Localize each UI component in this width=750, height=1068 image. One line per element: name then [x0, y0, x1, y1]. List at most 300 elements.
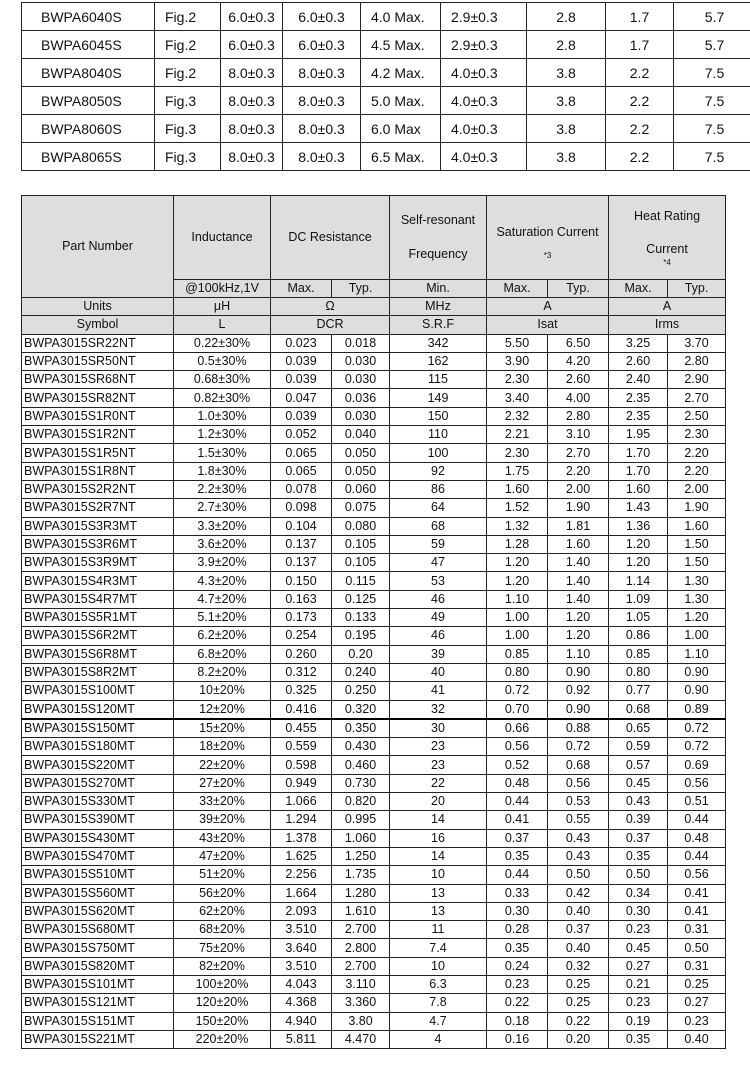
cell-irms-max: 0.45: [609, 774, 668, 792]
cell-srf-min: 68: [390, 517, 487, 535]
cell-srf-min: 11: [390, 921, 487, 939]
cell-dcr-max: 0.039: [271, 352, 332, 370]
cell-irms-max: 0.30: [609, 902, 668, 920]
cell-isat-max: 0.18: [487, 1012, 548, 1030]
cell-part-number: BWPA6045S: [22, 31, 155, 59]
cell-inductance: 1.0±30%: [174, 407, 271, 425]
cell-srf-min: 162: [390, 352, 487, 370]
cell-part-number: BWPA8060S: [22, 115, 155, 143]
cell-inductance: 68±20%: [174, 921, 271, 939]
cell-height: 5.0 Max.: [361, 87, 441, 115]
cell-dcr-typ: 0.250: [332, 682, 390, 700]
cell-irms-typ: 0.51: [668, 793, 726, 811]
cell-srf-min: 6.3: [390, 975, 487, 993]
cell-irms-max: 2.40: [609, 371, 668, 389]
cell-irms-max: 0.80: [609, 663, 668, 681]
cell-irms-typ: 1.30: [668, 572, 726, 590]
cell-isat-typ: 0.50: [548, 866, 609, 884]
cell-dim-d: 5.7: [674, 31, 750, 59]
cell-inductance: 6.8±20%: [174, 645, 271, 663]
cell-isat-max: 3.40: [487, 389, 548, 407]
cell-part-number: BWPA3015S100MT: [22, 682, 174, 700]
cell-irms-max: 1.09: [609, 590, 668, 608]
cell-isat-typ: 1.40: [548, 554, 609, 572]
cell-dim-a: 2.9±0.3: [441, 31, 527, 59]
table-row: [22, 352, 726, 370]
cell-inductance: 3.3±20%: [174, 517, 271, 535]
cell-irms-typ: 1.30: [668, 590, 726, 608]
cell-irms-typ: 0.44: [668, 811, 726, 829]
cell-dim-c: 2.2: [606, 143, 674, 171]
cell-dim-a: 4.0±0.3: [441, 87, 527, 115]
cell-dcr-typ: 0.125: [332, 590, 390, 608]
cell-irms-typ: 2.20: [668, 444, 726, 462]
cell-dcr-max: 0.312: [271, 663, 332, 681]
cell-isat-typ: 1.90: [548, 499, 609, 517]
cell-irms-max: 0.68: [609, 700, 668, 719]
table-row: [22, 115, 750, 143]
units-label: Units: [22, 298, 174, 316]
cell-dcr-max: 0.598: [271, 756, 332, 774]
cell-inductance: 2.7±30%: [174, 499, 271, 517]
cell-srf-min: 20: [390, 793, 487, 811]
cell-irms-typ: 1.50: [668, 535, 726, 553]
cell-isat-max: 1.60: [487, 480, 548, 498]
cell-dcr-typ: 0.20: [332, 645, 390, 663]
cell-srf-min: 10: [390, 866, 487, 884]
cell-isat-max: 0.30: [487, 902, 548, 920]
header-heat-note: *4: [663, 257, 671, 267]
cell-srf-min: 47: [390, 554, 487, 572]
table-row: [22, 866, 726, 884]
cell-dcr-max: 1.066: [271, 793, 332, 811]
cell-isat-typ: 0.42: [548, 884, 609, 902]
cell-dcr-max: 1.625: [271, 847, 332, 865]
table-row: [22, 572, 726, 590]
cell-irms-typ: 2.50: [668, 407, 726, 425]
cell-isat-max: 0.16: [487, 1030, 548, 1048]
cell-irms-typ: 0.27: [668, 994, 726, 1012]
table-row: [22, 663, 726, 681]
cell-part-number: BWPA3015S101MT: [22, 975, 174, 993]
cell-dcr-max: 0.052: [271, 426, 332, 444]
cell-srf-min: 16: [390, 829, 487, 847]
cell-dcr-max: 4.940: [271, 1012, 332, 1030]
cell-irms-typ: 0.31: [668, 957, 726, 975]
cell-figure: Fig.3: [155, 115, 221, 143]
table-row: [22, 994, 726, 1012]
table-row: [22, 793, 726, 811]
cell-isat-max: 0.28: [487, 921, 548, 939]
inductor-spec-table: [21, 195, 726, 1049]
cell-srf-min: 40: [390, 663, 487, 681]
cell-width: 6.0±0.3: [283, 31, 361, 59]
cell-part-number: BWPA3015S150MT: [22, 719, 174, 738]
cell-inductance: 47±20%: [174, 847, 271, 865]
cell-isat-typ: 6.50: [548, 334, 609, 352]
symbol-dcr: DCR: [271, 316, 390, 334]
cell-dcr-max: 3.640: [271, 939, 332, 957]
cell-irms-typ: 0.56: [668, 866, 726, 884]
cell-inductance: 3.9±20%: [174, 554, 271, 572]
cell-width: 8.0±0.3: [283, 59, 361, 87]
dimension-table: [21, 2, 750, 171]
cell-inductance: 0.68±30%: [174, 371, 271, 389]
cell-irms-typ: 0.31: [668, 921, 726, 939]
cell-srf-min: 4.7: [390, 1012, 487, 1030]
cell-part-number: BWPA3015S121MT: [22, 994, 174, 1012]
cell-isat-max: 0.52: [487, 756, 548, 774]
cell-irms-typ: 0.50: [668, 939, 726, 957]
table-row: [22, 480, 726, 498]
cell-isat-max: 2.32: [487, 407, 548, 425]
cell-irms-typ: 0.90: [668, 682, 726, 700]
cell-dcr-max: 4.368: [271, 994, 332, 1012]
table-row: [22, 499, 726, 517]
cell-isat-typ: 4.20: [548, 352, 609, 370]
cell-irms-max: 0.34: [609, 884, 668, 902]
cell-dcr-max: 0.039: [271, 407, 332, 425]
cell-irms-max: 0.57: [609, 756, 668, 774]
table-row: [22, 902, 726, 920]
cell-dcr-max: 3.510: [271, 921, 332, 939]
cell-srf-min: 59: [390, 535, 487, 553]
cell-dim-a: 4.0±0.3: [441, 59, 527, 87]
cell-dcr-max: 0.254: [271, 627, 332, 645]
units-dcr: Ω: [271, 298, 390, 316]
cell-part-number: BWPA8040S: [22, 59, 155, 87]
cell-isat-typ: 2.20: [548, 462, 609, 480]
cell-length: 8.0±0.3: [221, 143, 283, 171]
header-heat-line1: Heat Rating: [634, 208, 701, 223]
table-row: [22, 921, 726, 939]
table-row: [22, 609, 726, 627]
cell-irms-typ: 2.00: [668, 480, 726, 498]
cell-irms-typ: 2.30: [668, 426, 726, 444]
table-row: [22, 517, 726, 535]
cell-srf-min: 39: [390, 645, 487, 663]
table-row: [22, 554, 726, 572]
symbol-irms: Irms: [609, 316, 726, 334]
cell-isat-max: 2.30: [487, 371, 548, 389]
cell-isat-typ: 0.90: [548, 663, 609, 681]
cell-figure: Fig.2: [155, 59, 221, 87]
cell-isat-typ: 1.81: [548, 517, 609, 535]
symbol-srf: S.R.F: [390, 316, 487, 334]
cell-inductance: 120±20%: [174, 994, 271, 1012]
cell-isat-max: 0.44: [487, 866, 548, 884]
cell-srf-min: 32: [390, 700, 487, 719]
cell-srf-min: 10: [390, 957, 487, 975]
cell-dcr-typ: 0.040: [332, 426, 390, 444]
cell-isat-max: 0.72: [487, 682, 548, 700]
cell-irms-max: 1.20: [609, 535, 668, 553]
cell-irms-typ: 3.70: [668, 334, 726, 352]
cell-irms-typ: 0.90: [668, 663, 726, 681]
cell-dim-d: 7.5: [674, 87, 750, 115]
cell-part-number: BWPA3015SR22NT: [22, 334, 174, 352]
cell-dcr-typ: 0.115: [332, 572, 390, 590]
cell-dcr-typ: 0.105: [332, 554, 390, 572]
header-heat-line2: Current: [646, 241, 688, 256]
subheader-irms-typ: Typ.: [668, 280, 726, 298]
cell-irms-typ: 0.41: [668, 902, 726, 920]
cell-dim-b: 3.8: [527, 115, 606, 143]
units-inductance: μH: [174, 298, 271, 316]
cell-part-number: BWPA3015SR68NT: [22, 371, 174, 389]
cell-dcr-typ: 0.050: [332, 462, 390, 480]
cell-part-number: BWPA3015SR82NT: [22, 389, 174, 407]
cell-dcr-max: 0.416: [271, 700, 332, 719]
cell-isat-typ: 0.72: [548, 738, 609, 756]
cell-inductance: 2.2±30%: [174, 480, 271, 498]
cell-part-number: BWPA3015S820MT: [22, 957, 174, 975]
cell-dcr-max: 0.104: [271, 517, 332, 535]
cell-dim-c: 2.2: [606, 59, 674, 87]
cell-isat-max: 0.66: [487, 719, 548, 738]
cell-dcr-max: 0.098: [271, 499, 332, 517]
cell-inductance: 220±20%: [174, 1030, 271, 1048]
cell-isat-typ: 4.00: [548, 389, 609, 407]
cell-irms-max: 0.35: [609, 1030, 668, 1048]
cell-dim-a: 2.9±0.3: [441, 3, 527, 31]
cell-dcr-typ: 3.360: [332, 994, 390, 1012]
table-row: [22, 756, 726, 774]
cell-dcr-max: 0.150: [271, 572, 332, 590]
cell-dim-d: 7.5: [674, 59, 750, 87]
cell-irms-max: 1.20: [609, 554, 668, 572]
cell-part-number: BWPA3015S4R3MT: [22, 572, 174, 590]
cell-inductance: 1.5±30%: [174, 444, 271, 462]
cell-srf-min: 4: [390, 1030, 487, 1048]
cell-dcr-typ: 1.280: [332, 884, 390, 902]
header-inductance: Inductance: [174, 196, 271, 280]
cell-inductance: 75±20%: [174, 939, 271, 957]
cell-dim-d: 7.5: [674, 143, 750, 171]
cell-dcr-typ: 0.030: [332, 371, 390, 389]
cell-irms-max: 1.05: [609, 609, 668, 627]
cell-inductance: 12±20%: [174, 700, 271, 719]
cell-length: 8.0±0.3: [221, 59, 283, 87]
cell-irms-max: 1.60: [609, 480, 668, 498]
cell-isat-typ: 2.00: [548, 480, 609, 498]
cell-part-number: BWPA3015S4R7MT: [22, 590, 174, 608]
cell-dcr-typ: 0.240: [332, 663, 390, 681]
cell-srf-min: 13: [390, 902, 487, 920]
cell-irms-max: 2.35: [609, 407, 668, 425]
cell-part-number: BWPA3015S510MT: [22, 866, 174, 884]
cell-srf-min: 49: [390, 609, 487, 627]
cell-isat-typ: 3.10: [548, 426, 609, 444]
cell-dim-c: 2.2: [606, 115, 674, 143]
cell-isat-typ: 0.40: [548, 902, 609, 920]
cell-srf-min: 41: [390, 682, 487, 700]
cell-dcr-max: 0.023: [271, 334, 332, 352]
cell-irms-max: 0.23: [609, 921, 668, 939]
cell-length: 8.0±0.3: [221, 115, 283, 143]
cell-isat-typ: 2.60: [548, 371, 609, 389]
cell-dim-b: 3.8: [527, 59, 606, 87]
cell-srf-min: 23: [390, 738, 487, 756]
cell-srf-min: 30: [390, 719, 487, 738]
cell-inductance: 51±20%: [174, 866, 271, 884]
cell-inductance: 0.22±30%: [174, 334, 271, 352]
cell-isat-max: 0.23: [487, 975, 548, 993]
cell-srf-min: 149: [390, 389, 487, 407]
cell-isat-max: 1.00: [487, 609, 548, 627]
cell-srf-min: 7.4: [390, 939, 487, 957]
table-row: [22, 426, 726, 444]
cell-dcr-max: 2.256: [271, 866, 332, 884]
subheader-isat-max: Max.: [487, 280, 548, 298]
cell-irms-max: 1.70: [609, 444, 668, 462]
cell-dim-b: 2.8: [527, 3, 606, 31]
subheader-dcr-max: Max.: [271, 280, 332, 298]
cell-part-number: BWPA3015S750MT: [22, 939, 174, 957]
cell-irms-typ: 2.70: [668, 389, 726, 407]
cell-isat-typ: 0.92: [548, 682, 609, 700]
cell-part-number: BWPA3015S6R2MT: [22, 627, 174, 645]
cell-srf-min: 14: [390, 811, 487, 829]
cell-inductance: 4.7±20%: [174, 590, 271, 608]
cell-isat-max: 1.20: [487, 554, 548, 572]
cell-irms-max: 1.70: [609, 462, 668, 480]
cell-isat-typ: 0.90: [548, 700, 609, 719]
cell-dim-c: 1.7: [606, 3, 674, 31]
cell-irms-typ: 1.50: [668, 554, 726, 572]
table-row: [22, 1030, 726, 1048]
cell-inductance: 22±20%: [174, 756, 271, 774]
cell-srf-min: 342: [390, 334, 487, 352]
cell-part-number: BWPA3015S1R5NT: [22, 444, 174, 462]
cell-irms-max: 3.25: [609, 334, 668, 352]
cell-dcr-typ: 0.320: [332, 700, 390, 719]
table-row: [22, 87, 750, 115]
cell-dcr-typ: 0.133: [332, 609, 390, 627]
cell-inductance: 1.8±30%: [174, 462, 271, 480]
cell-isat-typ: 0.43: [548, 829, 609, 847]
cell-inductance: 5.1±20%: [174, 609, 271, 627]
cell-irms-typ: 0.44: [668, 847, 726, 865]
cell-part-number: BWPA3015SR50NT: [22, 352, 174, 370]
cell-irms-typ: 2.20: [668, 462, 726, 480]
cell-isat-typ: 1.20: [548, 609, 609, 627]
cell-part-number: BWPA3015S180MT: [22, 738, 174, 756]
cell-isat-max: 0.56: [487, 738, 548, 756]
cell-irms-max: 0.43: [609, 793, 668, 811]
cell-inductance: 33±20%: [174, 793, 271, 811]
cell-isat-max: 0.80: [487, 663, 548, 681]
cell-irms-max: 0.86: [609, 627, 668, 645]
cell-srf-min: 115: [390, 371, 487, 389]
cell-dcr-max: 0.078: [271, 480, 332, 498]
header-dc-resistance: DC Resistance: [271, 196, 390, 280]
cell-part-number: BWPA3015S3R3MT: [22, 517, 174, 535]
header-saturation-current: [487, 196, 609, 280]
cell-part-number: BWPA3015S3R6MT: [22, 535, 174, 553]
cell-dcr-max: 0.039: [271, 371, 332, 389]
cell-dim-b: 3.8: [527, 87, 606, 115]
cell-isat-typ: 0.53: [548, 793, 609, 811]
cell-dcr-typ: 0.075: [332, 499, 390, 517]
cell-isat-typ: 0.20: [548, 1030, 609, 1048]
table-row: [22, 719, 726, 738]
cell-isat-typ: 0.25: [548, 975, 609, 993]
cell-dcr-max: 0.163: [271, 590, 332, 608]
cell-dcr-max: 3.510: [271, 957, 332, 975]
cell-irms-max: 2.60: [609, 352, 668, 370]
cell-irms-max: 0.59: [609, 738, 668, 756]
cell-srf-min: 86: [390, 480, 487, 498]
cell-dcr-typ: 3.80: [332, 1012, 390, 1030]
cell-dcr-max: 0.137: [271, 535, 332, 553]
cell-inductance: 39±20%: [174, 811, 271, 829]
cell-irms-typ: 1.60: [668, 517, 726, 535]
table-row: [22, 444, 726, 462]
table-row: [22, 975, 726, 993]
symbol-inductance: L: [174, 316, 271, 334]
cell-isat-typ: 1.40: [548, 590, 609, 608]
cell-width: 8.0±0.3: [283, 115, 361, 143]
cell-dcr-typ: 0.820: [332, 793, 390, 811]
cell-dcr-typ: 1.250: [332, 847, 390, 865]
cell-dcr-typ: 0.350: [332, 719, 390, 738]
cell-isat-max: 1.32: [487, 517, 548, 535]
cell-dcr-typ: 0.430: [332, 738, 390, 756]
header-srf-line2: Frequency: [408, 247, 468, 261]
cell-isat-typ: 0.43: [548, 847, 609, 865]
cell-isat-max: 1.00: [487, 627, 548, 645]
cell-part-number: BWPA3015S430MT: [22, 829, 174, 847]
cell-dcr-typ: 0.060: [332, 480, 390, 498]
cell-isat-max: 0.35: [487, 847, 548, 865]
subheader-irms-max: Max.: [609, 280, 668, 298]
cell-irms-max: 0.77: [609, 682, 668, 700]
cell-dcr-max: 1.664: [271, 884, 332, 902]
cell-part-number: BWPA3015S470MT: [22, 847, 174, 865]
table-row: [22, 939, 726, 957]
cell-inductance: 18±20%: [174, 738, 271, 756]
cell-part-number: BWPA3015S8R2MT: [22, 663, 174, 681]
cell-inductance: 62±20%: [174, 902, 271, 920]
cell-isat-typ: 0.25: [548, 994, 609, 1012]
cell-dcr-typ: 1.060: [332, 829, 390, 847]
cell-isat-max: 0.85: [487, 645, 548, 663]
table-row: [22, 1012, 726, 1030]
cell-inductance: 4.3±20%: [174, 572, 271, 590]
table-row: [22, 829, 726, 847]
cell-part-number: BWPA3015S3R9MT: [22, 554, 174, 572]
cell-srf-min: 150: [390, 407, 487, 425]
cell-isat-max: 0.37: [487, 829, 548, 847]
cell-part-number: BWPA3015S151MT: [22, 1012, 174, 1030]
cell-width: 8.0±0.3: [283, 87, 361, 115]
table-row: [22, 143, 750, 171]
cell-irms-typ: 0.56: [668, 774, 726, 792]
cell-dcr-typ: 1.610: [332, 902, 390, 920]
table-row: [22, 371, 726, 389]
cell-irms-max: 0.50: [609, 866, 668, 884]
cell-isat-typ: 1.10: [548, 645, 609, 663]
cell-isat-typ: 1.60: [548, 535, 609, 553]
cell-irms-max: 0.37: [609, 829, 668, 847]
subheader-inductance-condition: @100kHz,1V: [174, 280, 271, 298]
cell-dcr-typ: 0.730: [332, 774, 390, 792]
cell-irms-max: 1.14: [609, 572, 668, 590]
cell-dcr-max: 0.949: [271, 774, 332, 792]
cell-dcr-max: 0.173: [271, 609, 332, 627]
cell-inductance: 10±20%: [174, 682, 271, 700]
